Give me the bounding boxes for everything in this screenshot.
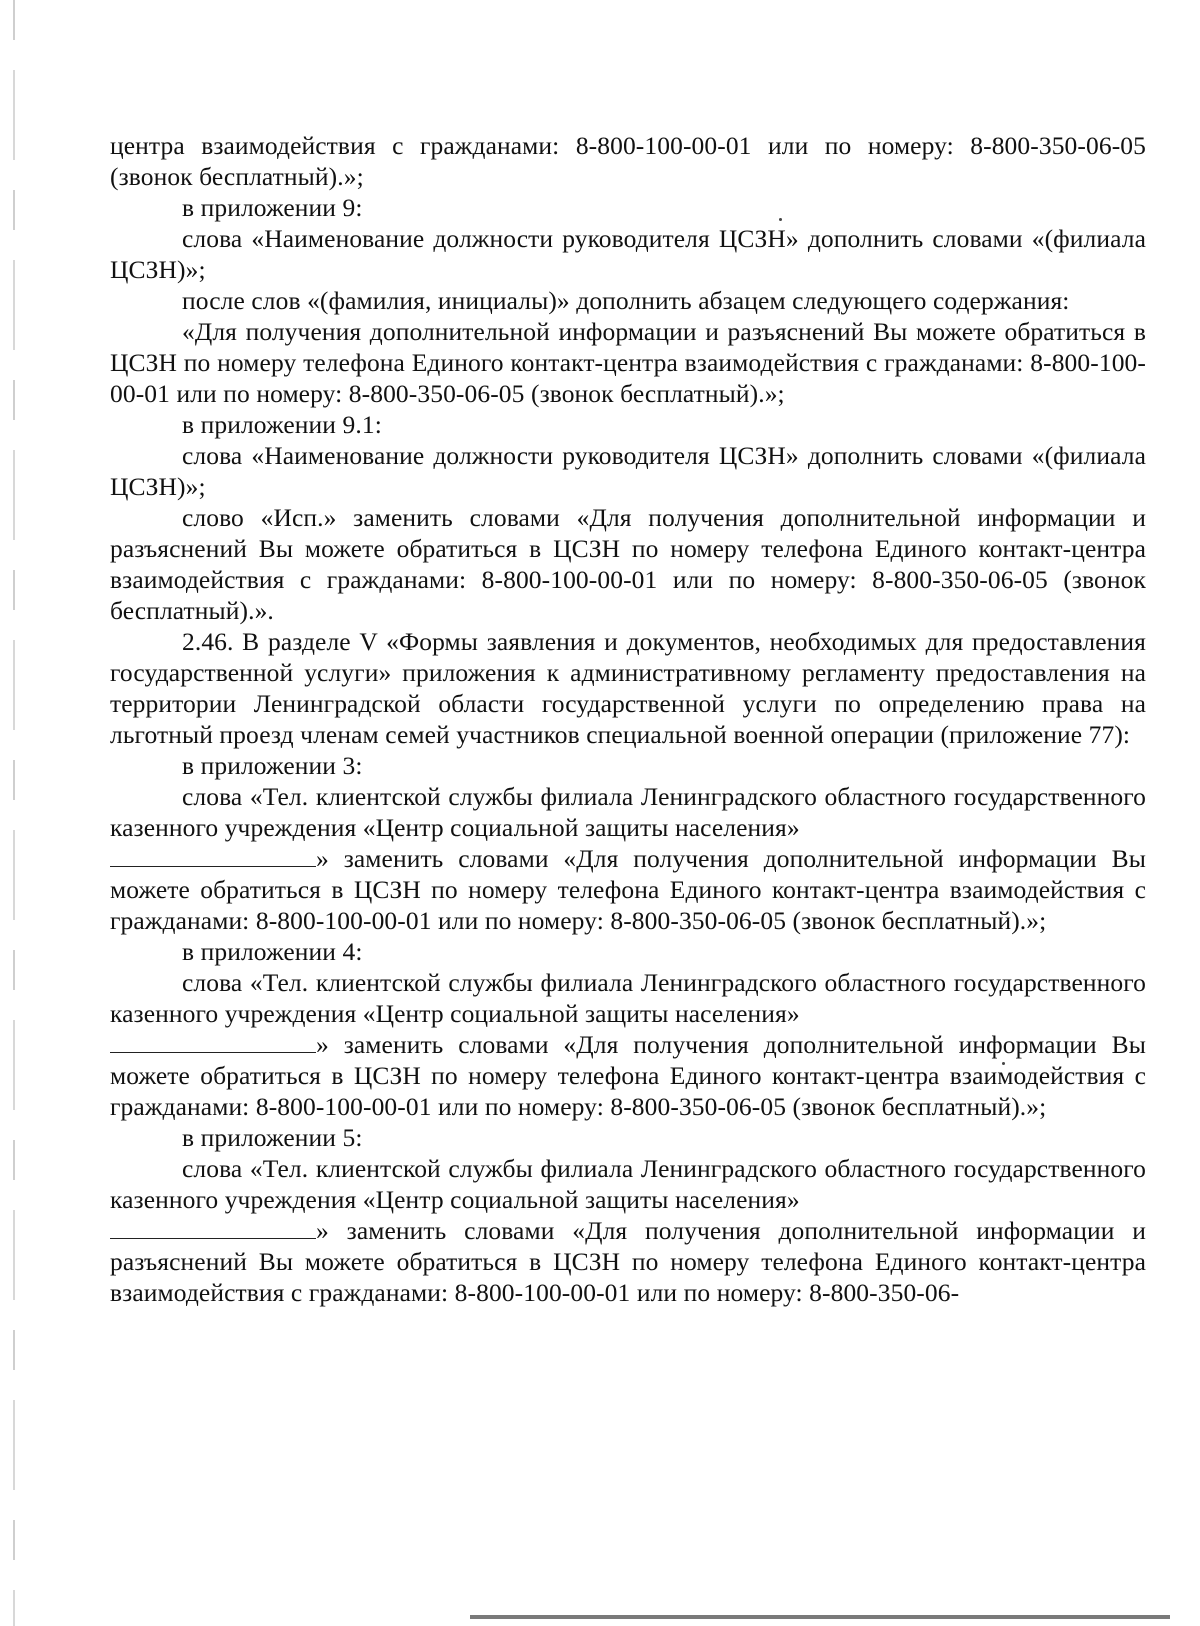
paragraph-text: » заменить словами «Для получения дополнительной информации Вы можете обратиться в ЦСЗН по номеру телефона Единого контакт-центра взаимодействия с гражданами: 8-800-100-00-01 или по номеру: 8-800-350-06-05 (звонок бесплатный).»;: [110, 1030, 1146, 1121]
blank-underline: [110, 1216, 316, 1239]
paragraph: в приложении 5:: [182, 1123, 363, 1152]
document-body: [110, 130, 1146, 1308]
paragraph: слова «Тел. клиентской службы филиала Ленинградского областного государственного казенного учреждения «Центр социальной защиты населения»: [110, 782, 1146, 842]
paragraph: в приложении 9.1:: [182, 410, 382, 439]
scan-left-edge: [13, 0, 15, 1626]
paragraph: «Для получения дополнительной информации и разъяснений Вы можете обратиться в ЦСЗН по номеру телефона Единого контакт-центра взаимодействия с гражданами: 8-800-100-00-01 или по номеру: 8-800-350-06-05 (звонок бесплатный).»;: [110, 317, 1146, 408]
paragraph: слова «Тел. клиентской службы филиала Ленинградского областного государственного казенного учреждения «Центр социальной защиты населения»: [110, 968, 1146, 1028]
paragraph-with-blank: [110, 1029, 1146, 1122]
paragraph: слова «Наименование должности руководителя ЦСЗН» дополнить словами «(филиала ЦСЗН)»;: [110, 441, 1146, 501]
paragraph: в приложении 9:: [182, 193, 363, 222]
paragraph: слова «Тел. клиентской службы филиала Ленинградского областного государственного казенного учреждения «Центр социальной защиты населения»: [110, 1154, 1146, 1214]
paragraph-text: » заменить словами «Для получения дополнительной информации Вы можете обратиться в ЦСЗН по номеру телефона Единого контакт-центра взаимодействия с гражданами: 8-800-100-00-01 или по номеру: 8-800-350-06-05 (звонок бесплатный).»;: [110, 844, 1146, 935]
paragraph: слово «Исп.» заменить словами «Для получения дополнительной информации и разъяснений Вы можете обратиться в ЦСЗН по номеру телефона Единого контакт-центра взаимодействия с гражданами: 8-800-100-00-01 или по номеру: 8-800-350-06-05 (звонок бесплатный).».: [110, 503, 1146, 625]
paragraph: после слов «(фамилия, инициалы)» дополнить абзацем следующего содержания:: [182, 286, 1070, 315]
paragraph: слова «Наименование должности руководителя ЦСЗН» дополнить словами «(филиала ЦСЗН)»;: [110, 224, 1146, 284]
paragraph: в приложении 3:: [182, 751, 363, 780]
paragraph: центра взаимодействия с гражданами: 8-800-100-00-01 или по номеру: 8-800-350-06-05 (звонок бесплатный).»;: [110, 131, 1146, 191]
blank-underline: [110, 1030, 316, 1053]
paragraph: 2.46. В разделе V «Формы заявления и документов, необходимых для предоставления государственной услуги» приложения к административному регламенту предоставления на территории Ленинградской области государственной услуги по определению права на льготный проезд членам семей участников специальной военной операции (приложение 77):: [110, 627, 1146, 749]
paragraph: в приложении 4:: [182, 937, 363, 966]
paragraph-with-blank: [110, 1215, 1146, 1308]
paragraph-text: » заменить словами «Для получения дополнительной информации и разъяснений Вы можете обратиться в ЦСЗН по номеру телефона Единого контакт-центра взаимодействия с гражданами: 8-800-100-00-01 или по номеру: 8-800-350-06-: [110, 1216, 1146, 1307]
scan-bottom-edge: [470, 1615, 1170, 1619]
blank-underline: [110, 844, 316, 867]
paragraph-with-blank: [110, 843, 1146, 936]
